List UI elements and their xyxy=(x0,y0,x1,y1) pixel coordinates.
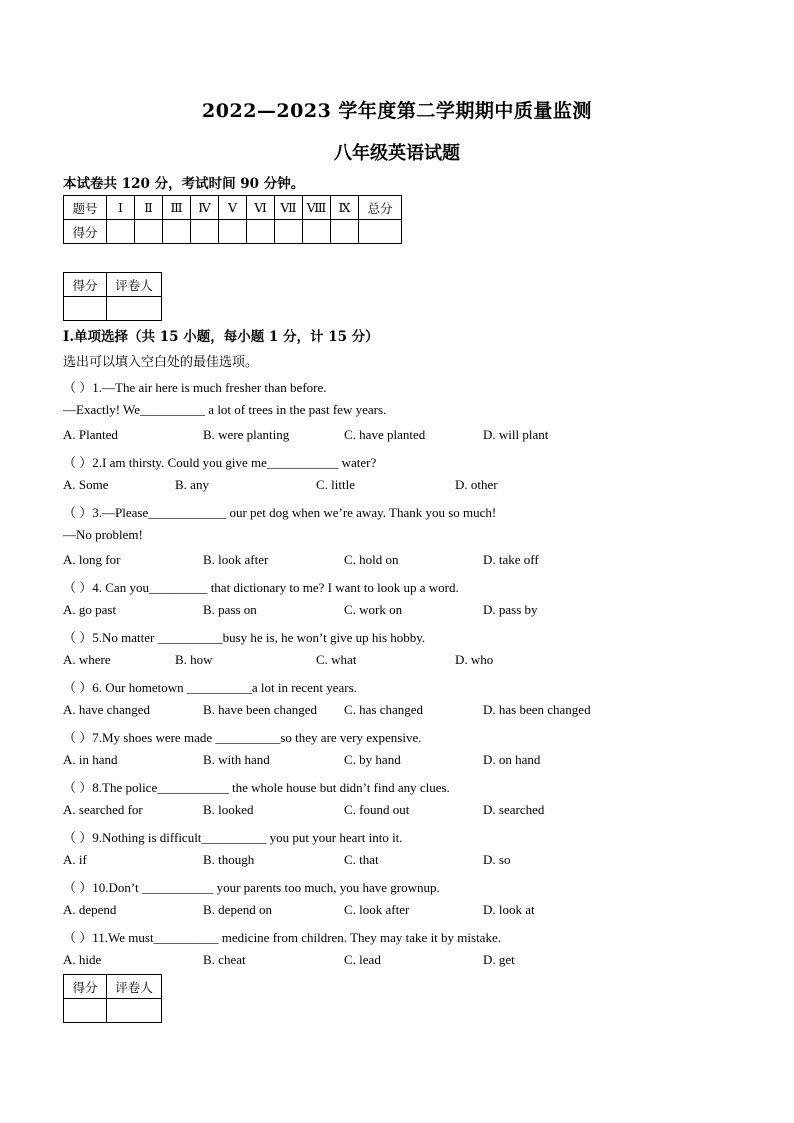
answer-option[interactable]: A. go past xyxy=(63,602,117,617)
total-score-cell[interactable] xyxy=(359,220,402,244)
answer-option[interactable]: C. by hand xyxy=(344,752,401,767)
grader-name-label: 评卷人 xyxy=(107,273,162,297)
grader-table-entry-row xyxy=(64,297,162,321)
score-cell[interactable] xyxy=(275,220,303,244)
answer-option[interactable]: B. depend on xyxy=(203,902,272,917)
answer-option[interactable]: D. so xyxy=(483,852,511,867)
answer-option[interactable]: C. has changed xyxy=(344,702,424,717)
answer-option[interactable]: D. on hand xyxy=(483,752,541,767)
section-title: Ⅰ.单项选择（共 15 小题，每小题 1 分，计 15 分） xyxy=(63,329,379,345)
answer-option[interactable]: A. if xyxy=(63,852,87,867)
score-cell[interactable] xyxy=(191,220,219,244)
score-cell[interactable] xyxy=(135,220,163,244)
score-cell[interactable] xyxy=(331,220,359,244)
grader-table-entry-row xyxy=(64,999,162,1023)
answer-option[interactable]: D. will plant xyxy=(483,427,549,442)
answer-option[interactable]: A. hide xyxy=(63,952,102,967)
answer-option[interactable]: A. depend xyxy=(63,902,117,917)
question-dialog-line: —Exactly! We__________ a lot of trees in the past few years. xyxy=(63,402,387,417)
answer-option[interactable]: D. searched xyxy=(483,802,545,817)
score-table-score-row xyxy=(64,220,402,244)
score-table-header-cell: Ⅴ xyxy=(219,196,247,220)
question-stem: （ ）6. Our hometown __________a lot in recent years. xyxy=(63,680,357,695)
question-stem: （ ）4. Can you_________ that dictionary to me? I want to look up a word. xyxy=(63,580,459,595)
answer-option[interactable]: A. long for xyxy=(63,552,121,567)
answer-option[interactable]: B. though xyxy=(203,852,255,867)
grader-table-header-row xyxy=(64,273,162,297)
grader-name-label: 评卷人 xyxy=(107,975,162,999)
question-stem: （ ）8.The police___________ the whole house but didn’t find any clues. xyxy=(63,780,450,795)
score-table-header-row xyxy=(64,196,402,220)
score-cell[interactable] xyxy=(107,220,135,244)
score-table-header-cell: 总分 xyxy=(359,196,402,220)
score-table-score-label: 得分 xyxy=(64,220,107,244)
answer-option[interactable]: B. were planting xyxy=(203,427,290,442)
section-instruction: 选出可以填入空白处的最佳选项。 xyxy=(63,355,259,370)
grader-score-cell[interactable] xyxy=(64,999,107,1023)
answer-option[interactable]: C. little xyxy=(316,477,355,492)
grader-table-header-row xyxy=(64,975,162,999)
answer-option[interactable]: C. lead xyxy=(344,952,381,967)
question-stem: （ ）1.—The air here is much fresher than before. xyxy=(63,380,327,395)
grader-score-label: 得分 xyxy=(64,975,107,999)
grader-score-cell[interactable] xyxy=(64,297,107,321)
question-stem: （ ）11.We must__________ medicine from children. They may take it by mistake. xyxy=(63,930,501,945)
score-cell[interactable] xyxy=(219,220,247,244)
score-table-header-cell: Ⅳ xyxy=(191,196,219,220)
answer-option[interactable]: C. found out xyxy=(344,802,410,817)
score-cell[interactable] xyxy=(303,220,331,244)
score-table-header-cell: 题号 xyxy=(64,196,107,220)
answer-option[interactable]: A. Some xyxy=(63,477,109,492)
score-table-header-cell: Ⅰ xyxy=(107,196,135,220)
score-table-header-cell: Ⅶ xyxy=(275,196,303,220)
score-cell[interactable] xyxy=(163,220,191,244)
answer-option[interactable]: B. how xyxy=(175,652,213,667)
score-table xyxy=(63,195,402,244)
exam-title: 2022—2023 学年度第二学期期中质量监测 xyxy=(202,100,592,122)
grader-table xyxy=(63,272,162,321)
score-table-header-cell: Ⅷ xyxy=(303,196,331,220)
answer-option[interactable]: C. look after xyxy=(344,902,410,917)
question-stem: （ ）3.—Please____________ our pet dog when we’re away. Thank you so much! xyxy=(63,505,497,520)
exam-subtitle: 八年级英语试题 xyxy=(334,143,460,164)
question-stem: （ ）9.Nothing is difficult__________ you put your heart into it. xyxy=(63,830,403,845)
score-table-header-cell: Ⅵ xyxy=(247,196,275,220)
answer-option[interactable]: A. Planted xyxy=(63,427,118,442)
answer-option[interactable]: C. work on xyxy=(344,602,403,617)
exam-intro: 本试卷共 120 分，考试时间 90 分钟。 xyxy=(63,176,305,192)
answer-option[interactable]: D. take off xyxy=(483,552,539,567)
question-dialog-line: —No problem! xyxy=(63,527,143,542)
score-cell[interactable] xyxy=(247,220,275,244)
score-table-header-cell: Ⅸ xyxy=(331,196,359,220)
score-table-header-cell: Ⅱ xyxy=(135,196,163,220)
answer-option[interactable]: C. hold on xyxy=(344,552,399,567)
answer-option[interactable]: D. look at xyxy=(483,902,535,917)
answer-option[interactable]: B. pass on xyxy=(203,602,257,617)
grader-name-cell[interactable] xyxy=(107,999,162,1023)
grader-score-label: 得分 xyxy=(64,273,107,297)
answer-option[interactable]: B. look after xyxy=(203,552,269,567)
answer-option[interactable]: D. pass by xyxy=(483,602,538,617)
question-stem: （ ）5.No matter __________busy he is, he won’t give up his hobby. xyxy=(63,630,426,645)
answer-option[interactable]: A. searched for xyxy=(63,802,143,817)
answer-option[interactable]: D. get xyxy=(483,952,515,967)
answer-option[interactable]: B. with hand xyxy=(203,752,270,767)
answer-option[interactable]: A. have changed xyxy=(63,702,150,717)
score-table-header-cell: Ⅲ xyxy=(163,196,191,220)
grader-table xyxy=(63,974,162,1023)
answer-option[interactable]: B. any xyxy=(175,477,209,492)
question-stem: （ ）2.I am thirsty. Could you give me___________ water? xyxy=(63,455,377,470)
answer-option[interactable]: C. that xyxy=(344,852,379,867)
question-stem: （ ）7.My shoes were made __________so they are very expensive. xyxy=(63,730,422,745)
answer-option[interactable]: D. has been changed xyxy=(483,702,591,717)
answer-option[interactable]: C. what xyxy=(316,652,357,667)
answer-option[interactable]: A. in hand xyxy=(63,752,118,767)
question-stem: （ ）10.Don’t ___________ your parents too much, you have grownup. xyxy=(63,880,440,895)
answer-option[interactable]: A. where xyxy=(63,652,111,667)
answer-option[interactable]: C. have planted xyxy=(344,427,426,442)
answer-option[interactable]: B. cheat xyxy=(203,952,246,967)
answer-option[interactable]: B. have been changed xyxy=(203,702,318,717)
answer-option[interactable]: D. who xyxy=(455,652,494,667)
grader-name-cell[interactable] xyxy=(107,297,162,321)
answer-option[interactable]: B. looked xyxy=(203,802,254,817)
answer-option[interactable]: D. other xyxy=(455,477,498,492)
